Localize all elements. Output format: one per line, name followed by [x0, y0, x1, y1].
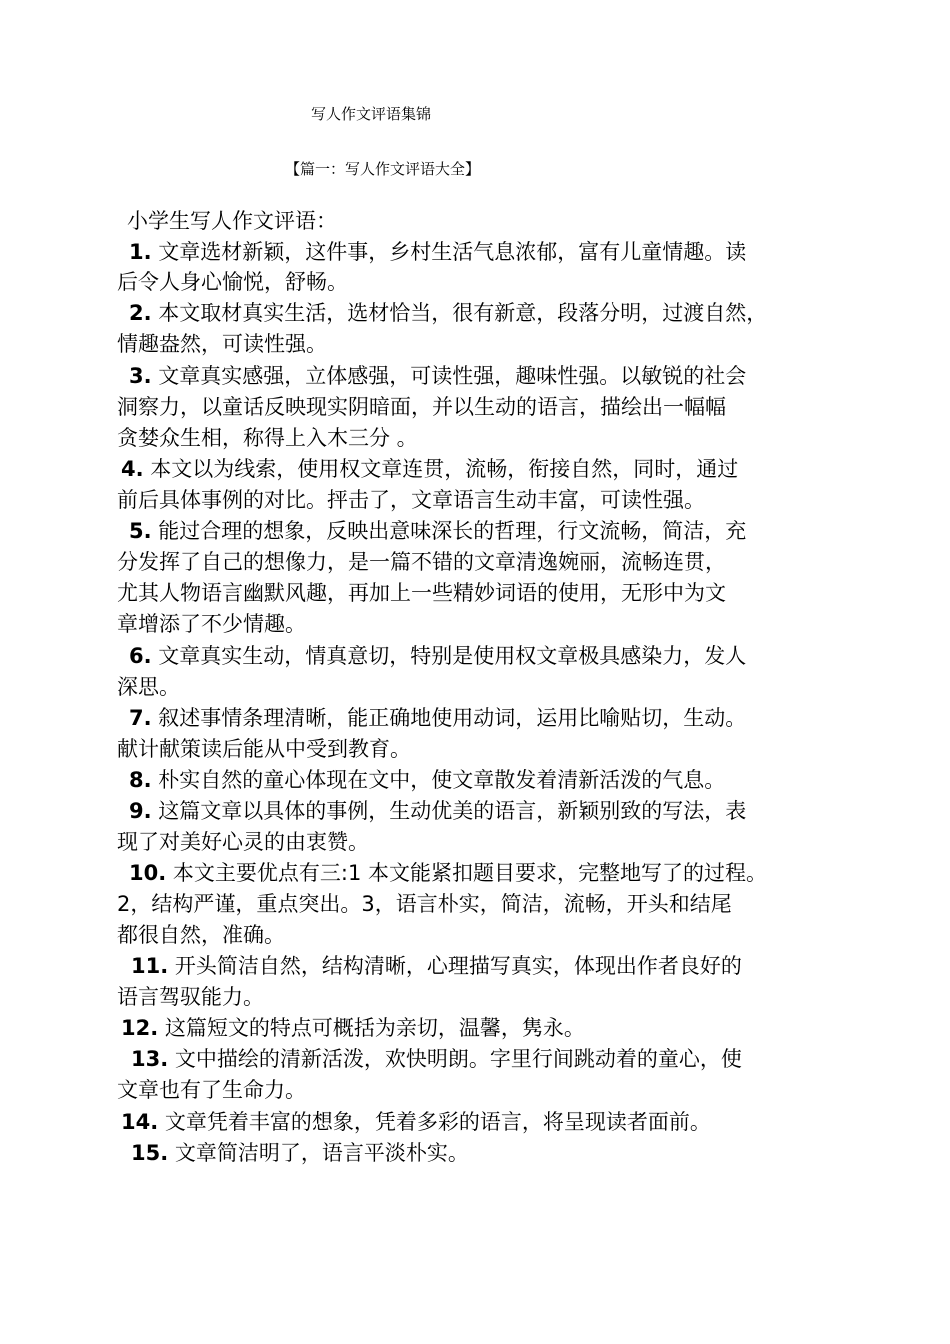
- item-number: 12.: [121, 1016, 159, 1040]
- item-number: 13.: [131, 1047, 169, 1071]
- line-text: 叙述事情条理清晰，能正确地使用动词，运用比喻贴切，生动。: [151, 706, 747, 730]
- line-text: 情趣盎然，可读性强。: [117, 332, 327, 356]
- comment-line: [121, 454, 738, 484]
- item-number: 5.: [129, 519, 152, 543]
- line-text: 前后具体事例的对比。抨击了，文章语言生动丰富，可读性强。: [117, 488, 705, 512]
- line-text: 文章真实生动，情真意切，特别是使用权文章极具感染力，发人: [151, 644, 747, 668]
- line-text: 这篇文章以具体的事例，生动优美的语言，新颖别致的写法，表: [151, 799, 747, 823]
- line-text: 文章真实感强，立体感强，可读性强，趣味性强。以敏锐的社会: [151, 364, 747, 388]
- item-number: 4.: [121, 457, 144, 481]
- comment-line: [117, 547, 726, 577]
- line-text: 献计献策读后能从中受到教育。: [117, 737, 411, 761]
- comment-line: [129, 298, 767, 328]
- comment-line: [131, 1138, 469, 1168]
- item-number: 10.: [129, 861, 167, 885]
- line-text: 文章选材新颖，这件事，乡村生活气息浓郁，富有儿童情趣。读: [151, 240, 747, 264]
- item-number: 6.: [129, 644, 152, 668]
- item-number: 3.: [129, 364, 152, 388]
- item-number: 7.: [129, 706, 152, 730]
- comment-line: [117, 578, 726, 608]
- line-text: 2，结构严谨，重点突出。3，语言朴实，简洁，流畅，开头和结尾: [117, 892, 732, 916]
- line-text: 深思。: [117, 675, 180, 699]
- line-text: 朴实自然的童心体现在文中，使文章散发着清新活泼的气息。: [151, 768, 726, 792]
- comment-line: [121, 1107, 711, 1137]
- comment-line: [117, 329, 327, 359]
- comment-line: [129, 361, 746, 391]
- comment-line: [131, 951, 742, 981]
- line-text: 尤其人物语言幽默风趣，再加上一些精妙词语的使用，无形中为文: [117, 581, 726, 605]
- comment-line: [117, 889, 732, 919]
- comment-line: [121, 1013, 585, 1043]
- comment-line: [117, 485, 705, 515]
- comment-line: [117, 423, 418, 453]
- line-text: 文章凭着丰富的想象，凭着多彩的语言，将呈现读者面前。: [158, 1110, 711, 1134]
- comment-line: [129, 796, 746, 826]
- line-text: 语言驾驭能力。: [117, 985, 264, 1009]
- line-text: 能过合理的想象，反映出意味深长的哲理，行文流畅，简洁，充: [151, 519, 747, 543]
- line-text: 分发挥了自己的想像力，是一篇不错的文章清逸婉丽，流畅连贯，: [117, 550, 726, 574]
- line-text: 文章简洁明了，语言平淡朴实。: [168, 1141, 469, 1165]
- comment-line: [117, 267, 348, 297]
- item-number: 14.: [121, 1110, 159, 1134]
- item-number: 8.: [129, 768, 152, 792]
- line-text: 本文取材真实生活，选材恰当，很有新意，段落分明，过渡自然，: [151, 301, 768, 325]
- line-text: 后令人身心愉悦，舒畅。: [117, 270, 348, 294]
- item-number: 2.: [129, 301, 152, 325]
- line-text: 章增添了不少情趣。: [117, 612, 306, 636]
- comment-line: [129, 858, 767, 888]
- line-text: 本文以为线索，使用权文章连贯，流畅，衔接自然，同时，通过: [143, 457, 739, 481]
- document-subtitle: 【篇一：写人作文评语大全】: [285, 160, 481, 178]
- line-text: 贪婪众生相，称得上入木三分 。: [117, 426, 418, 450]
- comment-line: [131, 1044, 742, 1074]
- comment-line: [117, 1075, 306, 1105]
- comment-line: [117, 827, 369, 857]
- comment-line: [129, 703, 746, 733]
- comment-line: [117, 672, 180, 702]
- line-text: 文中描绘的清新活泼，欢快明朗。字里行间跳动着的童心，使: [168, 1047, 742, 1071]
- line-text: 文章也有了生命力。: [117, 1078, 306, 1102]
- item-number: 15.: [131, 1141, 169, 1165]
- line-text: 本文主要优点有三:1 本文能紧扣题目要求，完整地写了的过程。: [166, 861, 767, 885]
- section-heading: 小学生写人作文评语：: [127, 209, 337, 233]
- document-title: 写人作文评语集锦: [311, 105, 432, 123]
- comment-line: [117, 392, 726, 422]
- item-number: 11.: [131, 954, 169, 978]
- item-number: 1.: [129, 240, 152, 264]
- comment-line: [117, 920, 285, 950]
- comment-line: [117, 734, 411, 764]
- comment-line: [129, 516, 746, 546]
- item-number: 9.: [129, 799, 152, 823]
- comment-line: [117, 982, 264, 1012]
- line-text: 开头简洁自然，结构清晰，心理描写真实，体现出作者良好的: [168, 954, 742, 978]
- line-text: 这篇短文的特点可概括为亲切，温馨，隽永。: [158, 1016, 585, 1040]
- comment-line: [129, 237, 746, 267]
- line-text: 洞察力，以童话反映现实阴暗面，并以生动的语言，描绘出一幅幅: [117, 395, 726, 419]
- line-text: 现了对美好心灵的由衷赞。: [117, 830, 369, 854]
- comment-line: [129, 641, 746, 671]
- comment-line: [117, 609, 306, 639]
- comment-line: [129, 765, 725, 795]
- line-text: 都很自然，准确。: [117, 923, 285, 947]
